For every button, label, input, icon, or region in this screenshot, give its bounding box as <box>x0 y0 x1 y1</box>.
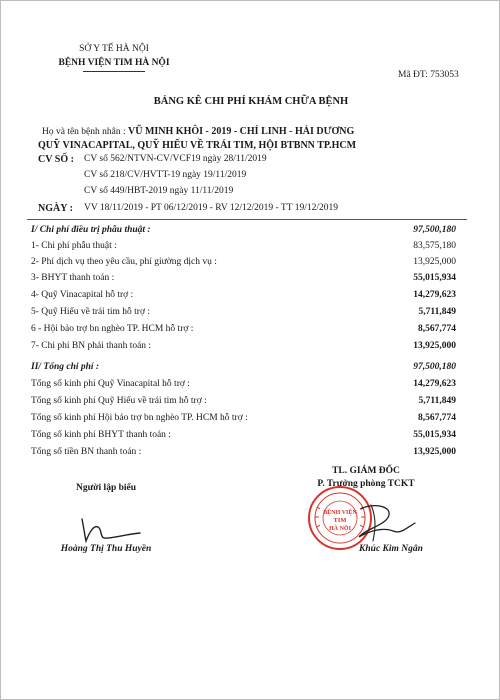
total-item-amount: 5,711,849 <box>418 396 456 406</box>
cost-item-amount: 13,925,000 <box>413 341 456 351</box>
dates-label: NGÀY : <box>38 203 73 214</box>
section2-total: 97,500,180 <box>413 362 456 372</box>
seal-text: HÀ NỘI <box>329 526 351 532</box>
total-item-amount: 14,279,623 <box>413 379 456 389</box>
page-title: BẢNG KÊ CHI PHÍ KHÁM CHỮA BỆNH <box>153 96 349 107</box>
dates-value: VV 18/11/2019 - PT 06/12/2019 - RV 12/12/2019 - TT 19/12/2019 <box>84 203 338 213</box>
total-item-amount: 8,567,774 <box>418 413 456 423</box>
total-item-label: Tổng số kinh phí BHYT thanh toán : <box>31 430 171 440</box>
section1-total: 97,500,180 <box>413 225 456 235</box>
cv-item: CV số 218/CV/HVTT-19 ngày 19/11/2019 <box>84 170 247 180</box>
cost-item-label: 1- Chi phí phẫu thuật : <box>31 241 117 251</box>
total-item-label: Tổng số kinh phí Hội bảo trợ bn nghèo TP. HCM hỗ trợ : <box>31 413 248 423</box>
section1-heading: I/ Chi phí điều trị phẫu thuật : <box>31 225 151 235</box>
total-item-label: Tổng số tiền BN thanh toán : <box>31 447 142 457</box>
seal-text: TIM <box>333 517 347 524</box>
cost-item-label: 5- Quỹ Hiếu về trái tim hỗ trợ : <box>31 307 151 317</box>
document-id: Mã ĐT: 753053 <box>398 70 459 80</box>
cost-item-amount: 83,575,180 <box>413 241 456 251</box>
cost-item-amount: 8,567,774 <box>418 324 456 334</box>
total-item-label: Tổng số kinh phí Quỹ Vinacapital hỗ trợ : <box>31 379 190 389</box>
cost-item-label: 6 - Hội bảo trợ bn nghèo TP. HCM hỗ trợ : <box>31 324 194 334</box>
patient-line <box>42 126 354 137</box>
hospital-name: BỆNH VIỆN TIM HÀ NỘI <box>58 58 170 68</box>
cost-item-amount: 14,279,623 <box>413 290 456 300</box>
department-name: SỞ Y TẾ HÀ NỘI <box>79 44 149 54</box>
preparer-signature <box>76 511 146 547</box>
preparer-name: Hoàng Thị Thu Huyền <box>60 544 152 554</box>
cv-label: CV SỐ : <box>38 154 74 165</box>
cost-item-amount: 13,925,000 <box>413 257 456 267</box>
director-subtitle: P. Trưởng phòng TCKT <box>317 479 415 489</box>
cost-item-label: 4- Quỹ Vinacapital hỗ trợ : <box>31 290 134 300</box>
patient-label: Họ và tên bệnh nhân : <box>42 127 126 137</box>
seal-text: BỆNH VIỆN <box>323 510 357 516</box>
director-title: TL. GIÁM ĐỐC <box>332 466 400 476</box>
section2-heading: II/ Tổng chi phí : <box>31 362 100 372</box>
sponsor-line: QUỸ VINACAPITAL, QUỸ HIẾU VỀ TRÁI TIM, HỘI BTBNN TP.HCM <box>38 140 357 151</box>
cv-item: CV số 449/HBT-2019 ngày 11/11/2019 <box>84 186 234 196</box>
director-signature <box>331 501 421 545</box>
cost-item-label: 2- Phí dịch vụ theo yêu cầu, phí giường dịch vụ : <box>31 257 217 267</box>
patient-value: VŨ MINH KHÔI - 2019 - CHÍ LINH - HẢI DƯƠNG <box>128 126 355 137</box>
header-underline <box>83 71 145 72</box>
total-item-amount: 55,015,934 <box>413 430 456 440</box>
preparer-title: Người lập biểu <box>75 483 137 493</box>
cost-item-label: 7- Chi phí BN phải thanh toán : <box>31 341 152 351</box>
director-name: Khúc Kim Ngân <box>359 544 423 554</box>
cost-item-label: 3- BHYT thanh toán : <box>31 273 115 283</box>
cost-item-amount: 5,711,849 <box>418 307 456 317</box>
total-item-label: Tổng số kinh phí Quỹ Hiếu về trái tim hỗ trợ : <box>31 396 207 406</box>
cost-item-amount: 55,015,934 <box>413 273 456 283</box>
divider <box>27 219 467 220</box>
cv-item: CV số 562/NTVN-CV/VCF19 ngày 28/11/2019 <box>84 154 267 164</box>
total-item-amount: 13,925,000 <box>413 447 456 457</box>
